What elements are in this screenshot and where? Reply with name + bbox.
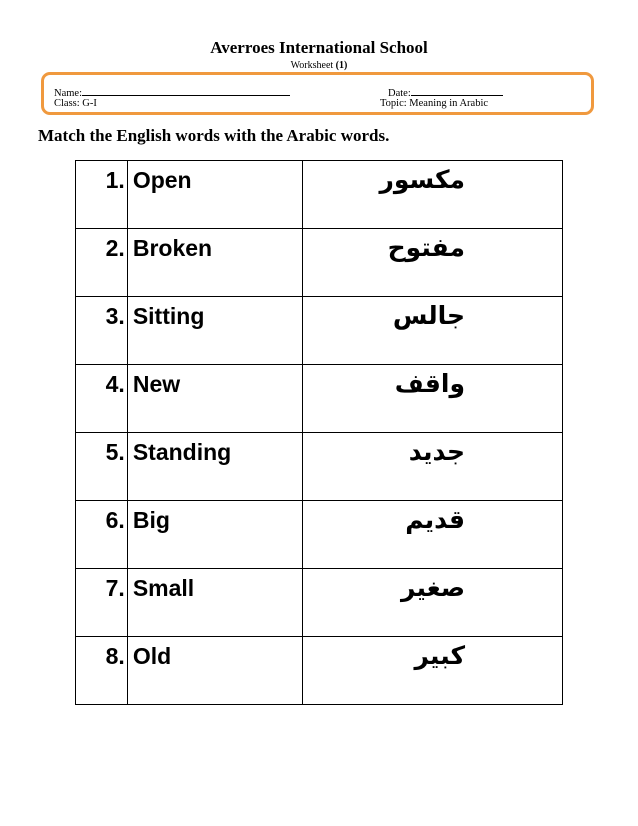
row-number: 3.: [76, 297, 128, 365]
row-number: 1.: [76, 161, 128, 229]
english-word: Open: [127, 161, 303, 229]
arabic-word: قديم: [303, 501, 563, 569]
english-word: Old: [127, 637, 303, 705]
table-row: [76, 637, 563, 705]
arabic-word: جالس: [303, 297, 563, 365]
arabic-word: صغير: [303, 569, 563, 637]
english-word: New: [127, 365, 303, 433]
student-info-box: [41, 72, 594, 115]
english-word: Big: [127, 501, 303, 569]
table-row: [76, 501, 563, 569]
instruction-text: Match the English words with the Arabic words.: [38, 126, 390, 145]
table-row: [76, 229, 563, 297]
row-number: 4.: [76, 365, 128, 433]
row-number: 5.: [76, 433, 128, 501]
worksheet-subtitle: [0, 60, 638, 72]
arabic-word: واقف: [303, 365, 563, 433]
name-label: Name:: [54, 88, 82, 99]
matching-table-body: [76, 161, 563, 705]
english-word: Sitting: [127, 297, 303, 365]
class-label: Class: G-I: [54, 98, 97, 109]
arabic-word: كبير: [303, 637, 563, 705]
row-number: 8.: [76, 637, 128, 705]
table-row: [76, 433, 563, 501]
row-number: 6.: [76, 501, 128, 569]
arabic-word: مكسور: [303, 161, 563, 229]
table-row: [76, 297, 563, 365]
table-row: [76, 365, 563, 433]
topic-label: Topic: Meaning in Arabic: [380, 98, 489, 109]
name-blank[interactable]: [82, 84, 290, 96]
date-blank[interactable]: [411, 84, 503, 96]
english-word: Small: [127, 569, 303, 637]
english-word: Standing: [127, 433, 303, 501]
matching-table: [75, 160, 563, 705]
table-row: [76, 161, 563, 229]
table-row: [76, 569, 563, 637]
english-word: Broken: [127, 229, 303, 297]
row-number: 7.: [76, 569, 128, 637]
school-title: Averroes International School: [210, 38, 428, 57]
arabic-word: مفتوح: [303, 229, 563, 297]
worksheet-label: Worksheet: [290, 60, 334, 71]
worksheet-number: (1): [335, 60, 348, 71]
row-number: 2.: [76, 229, 128, 297]
arabic-word: جديد: [303, 433, 563, 501]
date-label: Date:: [388, 88, 411, 99]
